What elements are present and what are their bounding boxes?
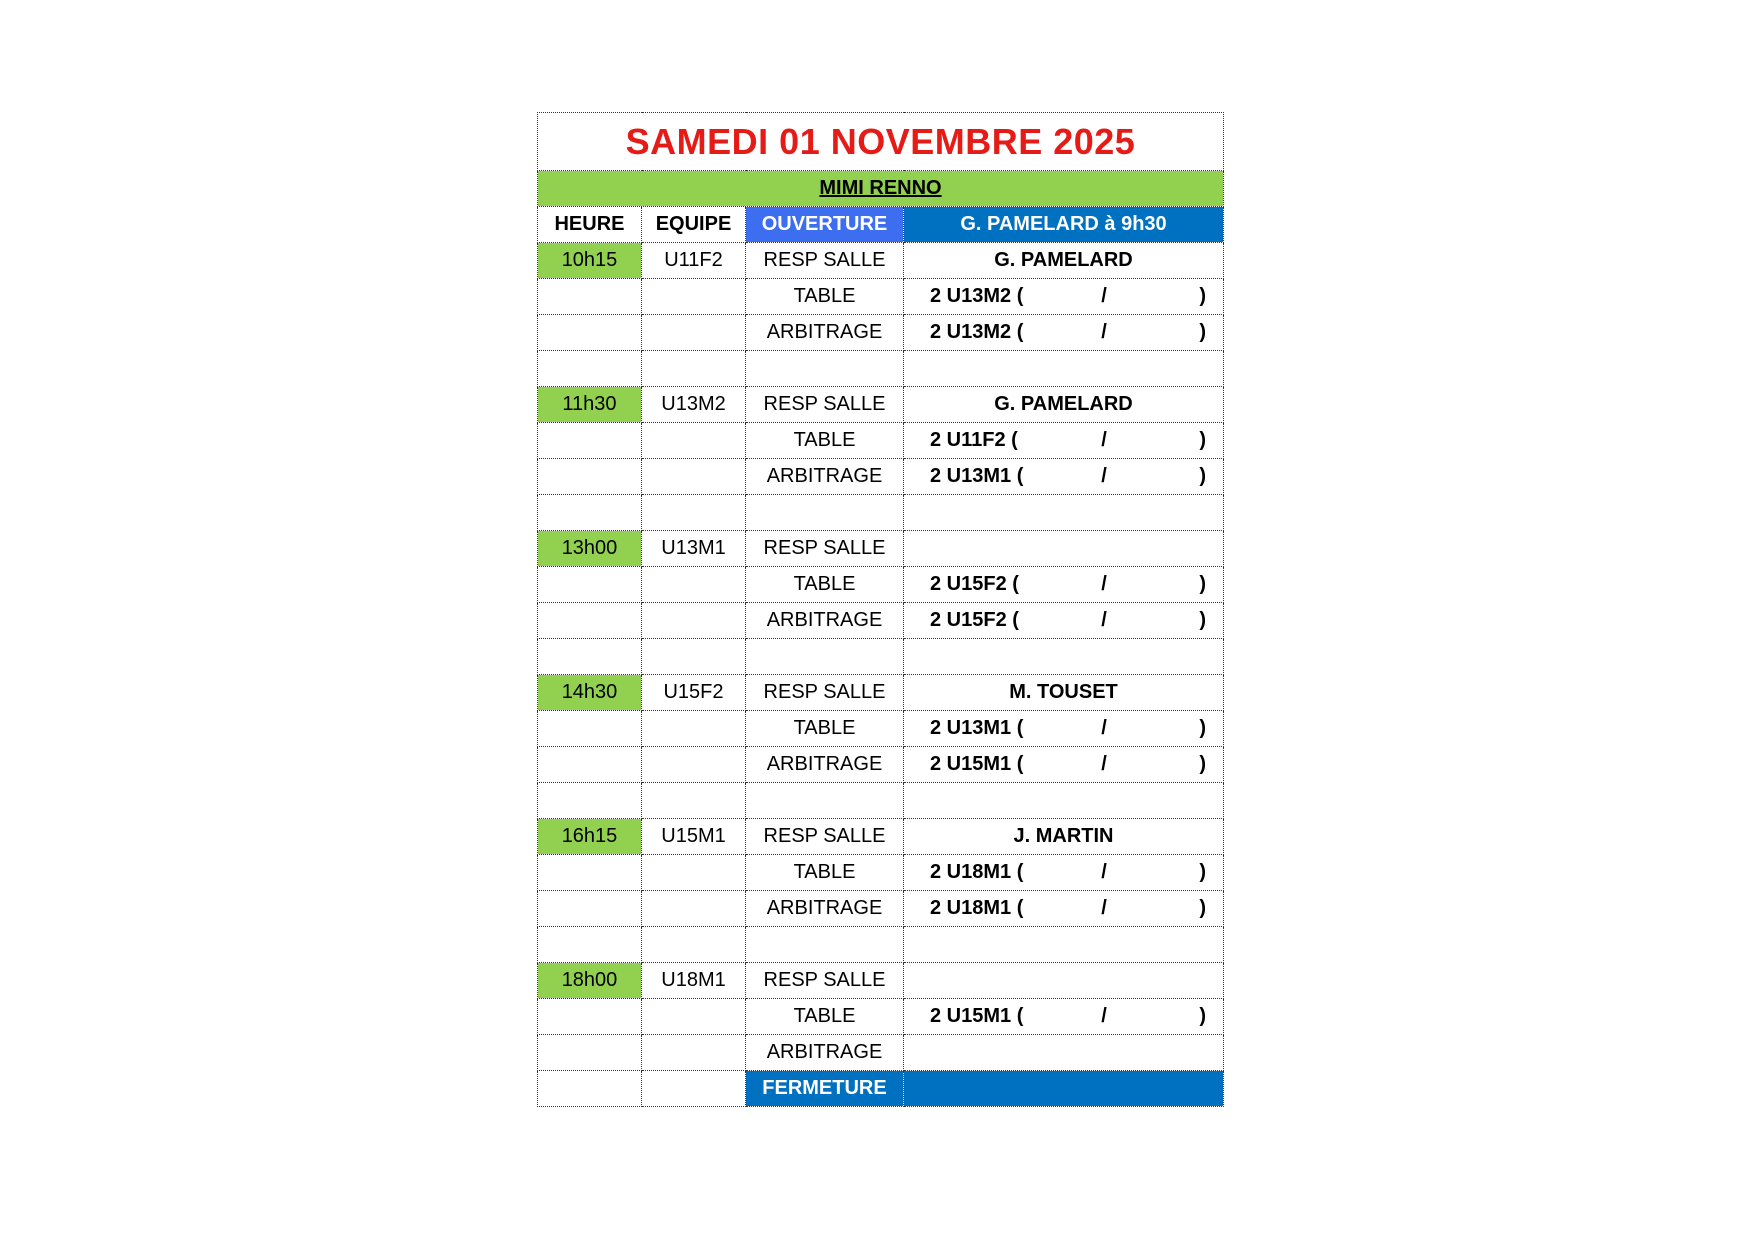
empty-cell <box>642 459 746 495</box>
assignment-cell <box>904 999 1224 1035</box>
empty-cell <box>538 351 642 387</box>
assignment-cell <box>904 855 1224 891</box>
assignment-cell <box>904 891 1224 927</box>
role-cell: TABLE <box>746 567 904 603</box>
empty-cell <box>538 639 642 675</box>
empty-cell <box>642 279 746 315</box>
assignment-slot <box>904 315 1223 350</box>
assignment-cell <box>904 315 1224 351</box>
slot-separator: / <box>1101 753 1107 775</box>
empty-cell <box>538 783 642 819</box>
assignment-cell <box>904 567 1224 603</box>
empty-cell <box>538 711 642 747</box>
role-cell: TABLE <box>746 279 904 315</box>
time-cell: 10h15 <box>538 243 642 279</box>
table-row <box>538 315 1224 351</box>
slot-separator: / <box>1101 429 1107 451</box>
slot-separator: / <box>1101 609 1107 631</box>
time-cell: 14h30 <box>538 675 642 711</box>
title-row <box>538 113 1224 171</box>
footer-row <box>538 1071 1224 1107</box>
role-cell: RESP SALLE <box>746 243 904 279</box>
empty-cell <box>904 639 1224 675</box>
slot-separator: / <box>1101 1005 1107 1027</box>
assignment-cell <box>904 279 1224 315</box>
assigned-team: 2 U13M2 ( <box>930 285 1024 307</box>
team-cell: U13M1 <box>642 531 746 567</box>
ouverture-info: G. PAMELARD à 9h30 <box>904 207 1224 243</box>
role-cell: ARBITRAGE <box>746 891 904 927</box>
team-cell: U15M1 <box>642 819 746 855</box>
empty-cell <box>538 855 642 891</box>
empty-cell <box>746 495 904 531</box>
team-cell: U18M1 <box>642 963 746 999</box>
empty-cell <box>642 711 746 747</box>
role-cell: RESP SALLE <box>746 819 904 855</box>
header-row <box>538 207 1224 243</box>
assigned-team: 2 U15M1 ( <box>930 753 1024 775</box>
assignment-slot <box>904 747 1223 782</box>
role-cell: RESP SALLE <box>746 531 904 567</box>
empty-cell <box>538 423 642 459</box>
slot-separator: / <box>1101 717 1107 739</box>
header-ouverture: OUVERTURE <box>746 207 904 243</box>
team-cell: U13M2 <box>642 387 746 423</box>
assignment-cell <box>904 711 1224 747</box>
slot-separator: / <box>1101 465 1107 487</box>
slot-close: ) <box>1199 1005 1206 1027</box>
empty-cell <box>746 639 904 675</box>
role-cell: TABLE <box>746 999 904 1035</box>
time-cell: 16h15 <box>538 819 642 855</box>
assignment-cell <box>904 531 1224 567</box>
assigned-team: 2 U15F2 ( <box>930 609 1019 631</box>
assignment-cell <box>904 747 1224 783</box>
assigned-team: 2 U15F2 ( <box>930 573 1019 595</box>
spacer-row <box>538 351 1224 387</box>
header-equipe: EQUIPE <box>642 207 746 243</box>
page-title: SAMEDI 01 NOVEMBRE 2025 <box>538 113 1224 171</box>
empty-cell <box>538 315 642 351</box>
table-row <box>538 747 1224 783</box>
empty-cell <box>642 423 746 459</box>
empty-cell <box>538 747 642 783</box>
empty-cell <box>642 1035 746 1071</box>
assignment-slot <box>904 567 1223 602</box>
empty-cell <box>538 999 642 1035</box>
venue-row <box>538 171 1224 207</box>
assignment-cell <box>904 963 1224 999</box>
assignment-slot <box>904 999 1223 1034</box>
empty-cell <box>538 567 642 603</box>
slot-close: ) <box>1199 717 1206 739</box>
empty-cell <box>642 639 746 675</box>
empty-cell <box>746 927 904 963</box>
assignment-cell <box>904 603 1224 639</box>
role-cell: ARBITRAGE <box>746 1035 904 1071</box>
slot-separator: / <box>1101 897 1107 919</box>
assignment-cell <box>904 423 1224 459</box>
role-cell: RESP SALLE <box>746 675 904 711</box>
assignment-cell <box>904 459 1224 495</box>
slot-separator: / <box>1101 861 1107 883</box>
spacer-row <box>538 639 1224 675</box>
table-row <box>538 963 1224 999</box>
role-cell: RESP SALLE <box>746 387 904 423</box>
empty-cell <box>642 783 746 819</box>
slot-close: ) <box>1199 753 1206 775</box>
empty-cell <box>538 459 642 495</box>
role-cell: TABLE <box>746 711 904 747</box>
assignment-slot <box>904 603 1223 638</box>
role-cell: ARBITRAGE <box>746 315 904 351</box>
table-row <box>538 567 1224 603</box>
empty-cell <box>904 783 1224 819</box>
table-row <box>538 423 1224 459</box>
team-cell: U15F2 <box>642 675 746 711</box>
slot-close: ) <box>1199 573 1206 595</box>
empty-cell <box>904 351 1224 387</box>
assignment-slot <box>904 423 1223 458</box>
slot-separator: / <box>1101 285 1107 307</box>
empty-cell <box>642 567 746 603</box>
assigned-team: 2 U15M1 ( <box>930 1005 1024 1027</box>
table-row <box>538 603 1224 639</box>
table-row <box>538 711 1224 747</box>
role-cell: TABLE <box>746 423 904 459</box>
slot-close: ) <box>1199 861 1206 883</box>
slot-separator: / <box>1101 573 1107 595</box>
assigned-team: 2 U13M2 ( <box>930 321 1024 343</box>
empty-cell <box>642 351 746 387</box>
table-row <box>538 459 1224 495</box>
venue-name: MIMI RENNO <box>538 171 1224 207</box>
slot-close: ) <box>1199 429 1206 451</box>
assigned-team: 2 U18M1 ( <box>930 897 1024 919</box>
time-cell: 13h00 <box>538 531 642 567</box>
assigned-team: 2 U13M1 ( <box>930 465 1024 487</box>
table-row <box>538 855 1224 891</box>
assignment-cell: J. MARTIN <box>904 819 1224 855</box>
empty-cell <box>642 855 746 891</box>
table-row <box>538 387 1224 423</box>
assignment-slot <box>904 459 1223 494</box>
assignment-slot <box>904 711 1223 746</box>
spacer-row <box>538 495 1224 531</box>
spacer-row <box>538 783 1224 819</box>
slot-separator: / <box>1101 321 1107 343</box>
slot-close: ) <box>1199 609 1206 631</box>
empty-cell <box>642 603 746 639</box>
assignment-cell: M. TOUSET <box>904 675 1224 711</box>
empty-cell <box>746 351 904 387</box>
table-row <box>538 279 1224 315</box>
table-row <box>538 243 1224 279</box>
assignment-cell <box>904 1035 1224 1071</box>
table-row <box>538 531 1224 567</box>
assignment-cell: G. PAMELARD <box>904 387 1224 423</box>
empty-cell <box>642 927 746 963</box>
empty-cell <box>642 891 746 927</box>
role-cell: ARBITRAGE <box>746 603 904 639</box>
assigned-team: 2 U13M1 ( <box>930 717 1024 739</box>
time-cell: 11h30 <box>538 387 642 423</box>
role-cell: TABLE <box>746 855 904 891</box>
empty-cell <box>538 927 642 963</box>
slot-close: ) <box>1199 897 1206 919</box>
assignment-slot <box>904 279 1223 314</box>
time-cell: 18h00 <box>538 963 642 999</box>
assigned-team: 2 U18M1 ( <box>930 861 1024 883</box>
empty-cell <box>904 927 1224 963</box>
empty-cell <box>642 495 746 531</box>
spacer-row <box>538 927 1224 963</box>
empty-cell <box>538 1035 642 1071</box>
empty-cell <box>642 999 746 1035</box>
table-row <box>538 1035 1224 1071</box>
fermeture-info <box>904 1071 1224 1107</box>
assigned-team: 2 U11F2 ( <box>930 429 1018 451</box>
empty-cell <box>642 1071 746 1107</box>
slot-close: ) <box>1199 465 1206 487</box>
empty-cell <box>538 279 642 315</box>
assignment-slot <box>904 891 1223 926</box>
empty-cell <box>538 495 642 531</box>
table-row <box>538 891 1224 927</box>
empty-cell <box>642 315 746 351</box>
slot-close: ) <box>1199 285 1206 307</box>
assignment-cell: G. PAMELARD <box>904 243 1224 279</box>
table-row <box>538 819 1224 855</box>
role-cell: ARBITRAGE <box>746 747 904 783</box>
empty-cell <box>538 603 642 639</box>
header-heure: HEURE <box>538 207 642 243</box>
empty-cell <box>538 891 642 927</box>
empty-cell <box>642 747 746 783</box>
role-cell: ARBITRAGE <box>746 459 904 495</box>
role-cell: RESP SALLE <box>746 963 904 999</box>
empty-cell <box>904 495 1224 531</box>
slot-close: ) <box>1199 321 1206 343</box>
fermeture-label: FERMETURE <box>746 1071 904 1107</box>
empty-cell <box>538 1071 642 1107</box>
schedule-table <box>537 112 1224 1107</box>
table-row <box>538 675 1224 711</box>
table-row <box>538 999 1224 1035</box>
assignment-slot <box>904 855 1223 890</box>
team-cell: U11F2 <box>642 243 746 279</box>
empty-cell <box>746 783 904 819</box>
